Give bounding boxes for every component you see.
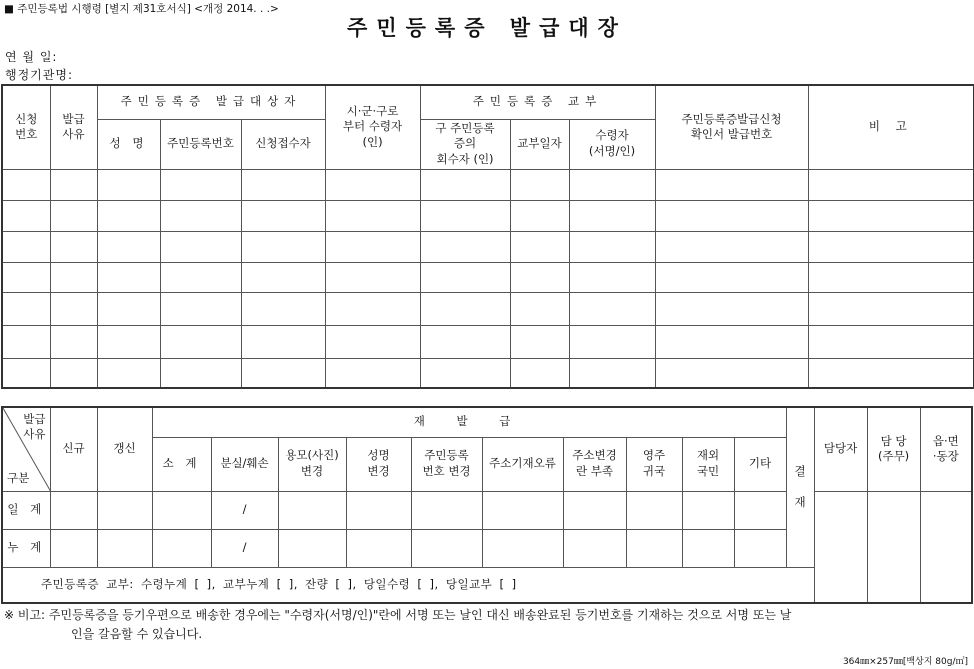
page-title: 주민등록증 발급대장 <box>347 16 627 40</box>
register-row <box>2 325 974 358</box>
cell[interactable] <box>482 491 563 529</box>
register-cell[interactable] <box>420 325 510 358</box>
col-name-change: 성명 변경 <box>346 437 411 491</box>
register-cell[interactable] <box>241 358 325 388</box>
col-head: 읍·면 ·동장 <box>920 407 972 491</box>
col-old-card-collector: 구 주민등록 증의 회수자 (인) <box>420 119 510 169</box>
register-cell[interactable] <box>808 358 974 388</box>
cell[interactable] <box>50 491 97 529</box>
cell[interactable] <box>346 491 411 529</box>
register-cell[interactable] <box>50 262 97 292</box>
register-row <box>2 231 974 262</box>
register-cell[interactable] <box>2 200 50 231</box>
register-cell[interactable] <box>50 325 97 358</box>
statistics-table <box>1 406 973 604</box>
row-cumulative-total: 누 계 <box>2 529 50 567</box>
register-row <box>2 169 974 200</box>
register-cell[interactable] <box>50 358 97 388</box>
register-cell[interactable] <box>241 169 325 200</box>
register-row <box>2 262 974 292</box>
row-daily-total: 일 계 <box>2 491 50 529</box>
col-staff: 담당자 <box>814 407 867 491</box>
register-cell[interactable] <box>241 292 325 325</box>
register-cell[interactable] <box>655 169 808 200</box>
col-recipient-sign: 수령자 (서명/인) <box>569 119 655 169</box>
register-cell[interactable] <box>160 200 241 231</box>
officer-sign-cell[interactable] <box>867 491 920 603</box>
register-cell[interactable] <box>97 200 160 231</box>
register-cell[interactable] <box>510 231 569 262</box>
register-cell[interactable] <box>420 231 510 262</box>
register-cell[interactable] <box>2 262 50 292</box>
col-officer: 담 당 (주무) <box>867 407 920 491</box>
register-cell[interactable] <box>420 200 510 231</box>
agency-label: 행정기관명: <box>5 68 74 82</box>
register-cell[interactable] <box>655 292 808 325</box>
register-cell[interactable] <box>655 231 808 262</box>
register-cell[interactable] <box>160 325 241 358</box>
cell[interactable] <box>626 529 682 567</box>
register-cell[interactable] <box>569 169 655 200</box>
register-cell[interactable] <box>420 358 510 388</box>
slash-cell[interactable]: / <box>211 491 278 529</box>
register-cell[interactable] <box>569 231 655 262</box>
paper-spec: 364㎜×257㎜[백상지 80g/㎡] <box>842 657 968 667</box>
register-cell[interactable] <box>160 231 241 262</box>
cell[interactable] <box>563 491 626 529</box>
col-city-recipient: 시·군·구로 부터 수령자 (인) <box>325 85 420 169</box>
cell[interactable] <box>563 529 626 567</box>
register-cell[interactable] <box>325 231 420 262</box>
register-cell[interactable] <box>2 358 50 388</box>
cell[interactable] <box>682 491 734 529</box>
register-cell[interactable] <box>808 292 974 325</box>
register-row <box>2 292 974 325</box>
register-cell[interactable] <box>510 200 569 231</box>
reason-label: 발급 사유 <box>23 412 46 441</box>
register-cell[interactable] <box>420 292 510 325</box>
col-appearance-change: 용모(사진) 변경 <box>278 437 346 491</box>
register-cell[interactable] <box>655 358 808 388</box>
register-cell[interactable] <box>160 169 241 200</box>
register-cell[interactable] <box>325 292 420 325</box>
register-cell[interactable] <box>510 292 569 325</box>
register-cell[interactable] <box>808 231 974 262</box>
col-address-space: 주소변경 란 부족 <box>563 437 626 491</box>
form-header: ■ 주민등록법 시행령 [별지 제31호서식] <개정 2014. . .> <box>4 3 279 15</box>
register-cell[interactable] <box>808 200 974 231</box>
cell[interactable] <box>734 529 786 567</box>
cell[interactable] <box>411 529 482 567</box>
register-cell[interactable] <box>808 169 974 200</box>
staff-sign-cell[interactable] <box>814 491 867 603</box>
col-overseas-national: 재외 국민 <box>682 437 734 491</box>
footnote-line-2: 인을 갈음할 수 있습니다. <box>71 627 203 641</box>
footnote <box>4 606 791 644</box>
register-cell[interactable] <box>569 200 655 231</box>
cell[interactable] <box>682 529 734 567</box>
cell[interactable] <box>346 529 411 567</box>
register-cell[interactable] <box>808 325 974 358</box>
register-cell[interactable] <box>97 325 160 358</box>
register-cell[interactable] <box>160 262 241 292</box>
register-cell[interactable] <box>50 292 97 325</box>
issuance-register-table <box>1 84 974 389</box>
register-cell[interactable] <box>325 262 420 292</box>
cell[interactable] <box>152 491 211 529</box>
cell[interactable] <box>482 529 563 567</box>
register-cell[interactable] <box>2 292 50 325</box>
cell[interactable] <box>97 529 152 567</box>
register-cell[interactable] <box>160 358 241 388</box>
col-approval: 결 재 <box>786 407 814 567</box>
register-cell[interactable] <box>97 231 160 262</box>
col-remarks: 비 고 <box>808 85 974 169</box>
col-receiver: 신청접수자 <box>241 119 325 169</box>
register-cell[interactable] <box>241 231 325 262</box>
register-cell[interactable] <box>569 358 655 388</box>
col-issuance-reason: 발급 사유 <box>50 85 97 169</box>
register-cell[interactable] <box>569 262 655 292</box>
register-cell[interactable] <box>160 292 241 325</box>
register-cell[interactable] <box>510 262 569 292</box>
register-cell[interactable] <box>97 358 160 388</box>
register-cell[interactable] <box>510 169 569 200</box>
register-cell[interactable] <box>2 169 50 200</box>
head-sign-cell[interactable] <box>920 491 972 603</box>
register-cell[interactable] <box>50 169 97 200</box>
category-label: 구분 <box>7 470 30 485</box>
cell[interactable] <box>152 529 211 567</box>
col-address-error: 주소기재오류 <box>482 437 563 491</box>
footnote-line-1: ※ 비고: 주민등록증을 등기우편으로 배송한 경우에는 "수령자(서명/인)"란에 서명 또는 날인 대신 배송완료된 등기번호를 기재하는 것으로 서명 또는 날 <box>4 608 792 622</box>
col-other: 기타 <box>734 437 786 491</box>
cell[interactable] <box>50 529 97 567</box>
register-cell[interactable] <box>808 262 974 292</box>
register-cell[interactable] <box>420 262 510 292</box>
register-cell[interactable] <box>50 231 97 262</box>
col-lost-damaged: 분실/훼손 <box>211 437 278 491</box>
register-cell[interactable] <box>325 325 420 358</box>
reason-category-header <box>2 407 50 491</box>
date-label: 연 월 일: <box>5 50 58 64</box>
col-renewal: 갱신 <box>97 407 152 491</box>
col-subtotal: 소 계 <box>152 437 211 491</box>
register-cell[interactable] <box>420 169 510 200</box>
cell[interactable] <box>278 529 346 567</box>
delivery-summary: 주민등록증 교부: 수령누계 [ ], 교부누계 [ ], 잔량 [ ], 당일수령 [ ], 당일교부 [ ] <box>2 567 814 603</box>
col-delivery-date: 교부일자 <box>510 119 569 169</box>
register-cell[interactable] <box>241 325 325 358</box>
register-cell[interactable] <box>2 231 50 262</box>
col-name: 성 명 <box>97 119 160 169</box>
col-confirmation-number: 주민등록증발급신청 확인서 발급번호 <box>655 85 808 169</box>
cell[interactable] <box>97 491 152 529</box>
col-rrn-change: 주민등록 번호 변경 <box>411 437 482 491</box>
group-delivery: 주민등록증 교부 <box>420 85 655 119</box>
cell[interactable] <box>411 491 482 529</box>
register-cell[interactable] <box>97 262 160 292</box>
col-resident-number: 주민등록번호 <box>160 119 241 169</box>
slash-cell[interactable]: / <box>211 529 278 567</box>
register-cell[interactable] <box>97 292 160 325</box>
register-cell[interactable] <box>655 325 808 358</box>
group-reissue: 재 발 급 <box>152 407 786 437</box>
register-cell[interactable] <box>655 200 808 231</box>
col-new: 신규 <box>50 407 97 491</box>
register-cell[interactable] <box>325 358 420 388</box>
register-cell[interactable] <box>510 325 569 358</box>
col-application-number: 신청 번호 <box>2 85 50 169</box>
register-cell[interactable] <box>241 200 325 231</box>
cell[interactable] <box>626 491 682 529</box>
register-cell[interactable] <box>241 262 325 292</box>
register-cell[interactable] <box>569 325 655 358</box>
register-cell[interactable] <box>97 169 160 200</box>
register-cell[interactable] <box>569 292 655 325</box>
register-row <box>2 358 974 388</box>
register-cell[interactable] <box>2 325 50 358</box>
register-cell[interactable] <box>325 200 420 231</box>
register-cell[interactable] <box>510 358 569 388</box>
col-permanent-return: 영주 귀국 <box>626 437 682 491</box>
register-cell[interactable] <box>655 262 808 292</box>
register-row <box>2 200 974 231</box>
group-issuance-target: 주민등록증 발급대상자 <box>97 85 325 119</box>
cell[interactable] <box>734 491 786 529</box>
cell[interactable] <box>278 491 346 529</box>
register-cell[interactable] <box>50 200 97 231</box>
register-cell[interactable] <box>325 169 420 200</box>
